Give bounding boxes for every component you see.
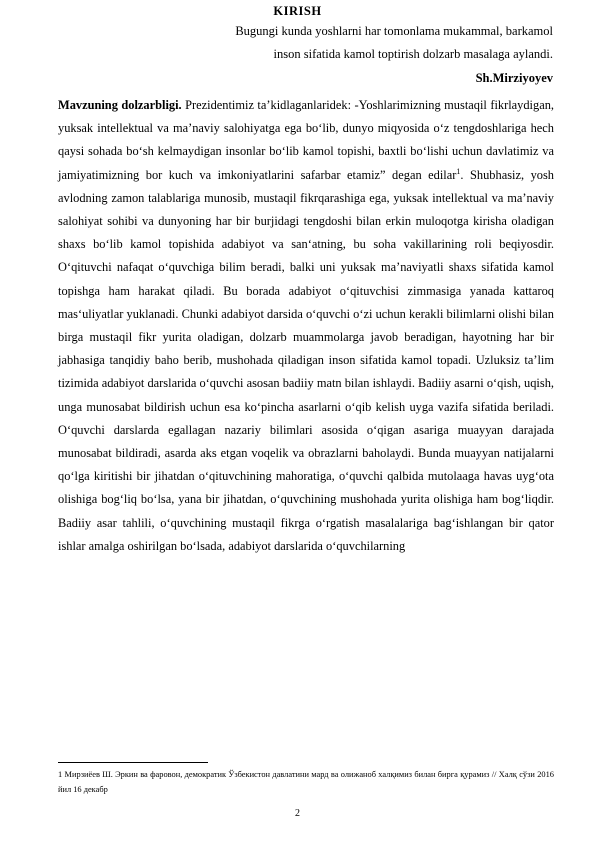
footnote-reference[interactable]: 1 <box>456 166 461 176</box>
epigraph-line-2: inson sifatida kamol toptirish dolzarb masalaga aylandi. <box>273 47 553 61</box>
section-title: KIRISH <box>273 4 322 18</box>
footnote-divider <box>58 762 208 763</box>
epigraph-author: Sh.Mirziyoyev <box>475 71 553 85</box>
paragraph-text-part-2: . Shubhasiz, yosh avlodning zamon talablariga munosib, mustaqil fikrqarashiga ega, yuksak intellektual va ma’naviy salohiyat sohibi va dunyoning har bir burjidagi tengdoshi bilan erkin muloqotga kirisha oladigan shaxs bo‘lib kamol topishida adabiyot va san‘atning, bu soha vakillarining roli beqiyosdir. O‘qituvchi nafaqat o‘quvchiga bilim beradi, balki uni yuksak ma’naviyatli shaxs sifatida kamol topishga ham harakat qiladi. Bu borada adabiyot o‘qituvchisi zimmasiga yanada kattaroq mas‘uliyatlar yuklanadi. Chunki adabiyot darsida o‘quvchi o‘zi uchun kerakli bilimlarni olishi bilan birga mustaqil fikr yurita oladigan, dolzarb muammolarga javob beradigan, hayotning har bir jabhasiga tanqidiy baho berib, mushohada qiladigan inson sifatida kamol topadi. Uzluksiz ta’lim tizimida adabiyot darslarida o‘quvchi asosan badiiy matn bilan ishlaydi. Badiiy asarni o‘qish, uqish, unga munosabat bildirish uchun esa ko‘pincha asarlarni o‘qib kelish uyga vazifa sifatida beriladi. O‘quvchi darslarda egallagan nazariy bilimlari asosida o‘qigan asariga muayyan darajada munosabat bildiradi, asarda aks etgan voqelik va obrazlarni baholaydi. Bunda muayyan natijalarni qo‘lga kiritishi bir jihatdan o‘qituvchining mahoratiga, o‘quvchi qalbida mutolaaga havas uyg‘ota olishiga bog‘liq bo‘lsa, yana bir jihatdan, o‘quvchining mushohada yurita olishiga ham bog‘liqdir. Badiiy asar tahlili, o‘quvchining mustaqil fikrga o‘rgatish masalalariga bag‘ishlangan bir qator ishlar amalga oshirilgan bo‘lsada, adabiyot darslarida o‘quvchilarning <box>58 167 554 553</box>
footnote-text: 1 Мирзиёев Ш. Эркин ва фаровон, демократик Ўзбекистон давлатини мард ва олижаноб халқимиз билан бирга қурамиз // Халқ сўзи 2016 йил 16 декабр <box>58 770 554 794</box>
paragraph-lead: Mavzuning dolzarbligi. <box>58 98 182 112</box>
body-paragraph <box>58 94 554 558</box>
paragraph-text-part-1: Prezidentimiz ta’kidlaganlaridek: -Yoshlarimizning mustaqil fikrlaydigan, yuksak intellektual va ma’naviy salohiyatga ega bo‘lib, dunyo miqyosida o‘z tengdoshlariga hech qaysi sohada bo‘sh kelmaydigan insonlar bo‘lib kamol topishi, baxtli bo‘lishi uchun davlatimiz va jamiyatimizning bor kuch va imkoniyatlarini safarbar etamiz” degan edilar <box>58 98 554 182</box>
epigraph-line-1: Bugungi kunda yoshlarni har tomonlama mukammal, barkamol <box>235 24 553 38</box>
page-number: 2 <box>295 808 300 819</box>
